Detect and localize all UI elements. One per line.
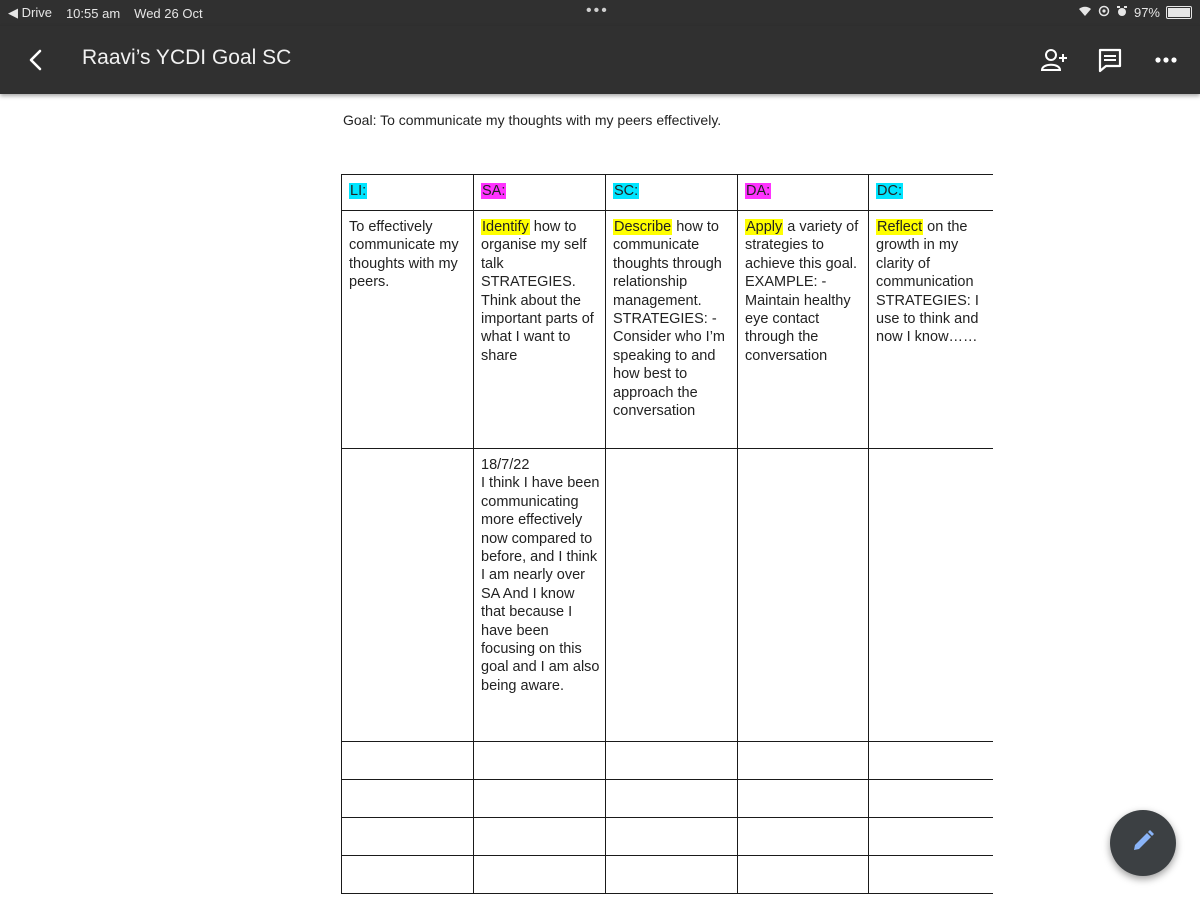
sa-key-word: Identify [482,219,529,235]
cell-empty[interactable] [738,818,869,856]
header-cell-sa[interactable] [474,175,606,211]
status-time: 10:55 am [65,5,121,21]
cell-empty[interactable] [738,856,869,894]
header-cell-li[interactable] [342,175,474,211]
table-row [342,856,993,894]
header-dc-label: DC: [877,183,902,199]
dc-text: on the growth in my clarity of communication STRATEGIES: I use to think and now I know…… [876,219,979,346]
battery-percent: 97% [1133,5,1160,20]
header-sc-label: SC: [614,183,639,199]
header-cell-da[interactable] [738,175,869,211]
table-row [342,818,993,856]
header-cell-dc[interactable] [869,175,993,211]
cell-empty[interactable] [474,856,606,894]
reflection-text: I think I have been communicating more effectively now compared to before, and I think I am nearly over SA And I know that because I have been focusing on this goal and I am also being aware. [481,475,600,694]
cell-empty[interactable] [474,818,606,856]
sc-key-word: Describe [614,219,672,235]
cell-da[interactable] [738,211,869,449]
header-da-label: DA: [746,183,771,199]
cell-sa-reflection[interactable] [474,449,606,742]
header-li-label: LI: [350,183,367,199]
add-person-icon[interactable] [1038,44,1070,76]
wifi-icon [1078,5,1092,20]
back-arrow-icon[interactable] [22,46,50,74]
table-row [342,449,993,742]
cell-empty[interactable] [474,742,606,780]
document-title: Raavi’s YCDI Goal SC [82,46,292,69]
app-bar [0,26,1200,94]
location-icon [1098,5,1110,20]
dc-key-word: Reflect [877,219,923,235]
sc-text: how to communicate thoughts through relationship management. STRATEGIES: -Consider who I’m speaking to and how best to approach the conversation [613,219,726,420]
pencil-edit-icon [1130,828,1156,859]
more-options-icon[interactable] [1150,44,1182,76]
goal-table [341,174,993,894]
table-row [342,742,993,780]
battery-icon [1166,6,1192,19]
cell-empty[interactable] [474,780,606,818]
cell-empty[interactable] [606,742,738,780]
status-bar [0,0,1200,26]
cell-empty[interactable] [606,818,738,856]
cell-empty[interactable] [342,742,474,780]
comment-icon[interactable] [1094,44,1126,76]
sa-text: how to organise my self talk STRATEGIES. Think about the important parts of what I want to share [481,219,594,364]
cell-empty[interactable] [869,856,993,894]
cell-empty[interactable] [606,780,738,818]
table-row [342,211,993,449]
cell-empty[interactable] [869,449,993,742]
cell-dc[interactable] [869,211,993,449]
cell-empty[interactable] [606,856,738,894]
cell-sc[interactable] [606,211,738,449]
table-row [342,780,993,818]
da-text: a variety of strategies to achieve this goal. EXAMPLE: -Maintain healthy eye contact through the conversation [745,219,859,364]
multitasking-dots[interactable]: ••• [586,2,609,19]
cell-empty[interactable] [869,818,993,856]
cell-empty[interactable] [869,780,993,818]
cell-empty[interactable] [869,742,993,780]
cell-empty[interactable] [738,742,869,780]
cell-empty[interactable] [342,856,474,894]
cell-empty[interactable] [342,780,474,818]
reflection-date: 18/7/22 [481,457,530,473]
header-sa-label: SA: [482,183,506,199]
cell-empty[interactable] [606,449,738,742]
cell-empty[interactable] [738,449,869,742]
header-cell-sc[interactable] [606,175,738,211]
edit-fab-button[interactable] [1110,810,1176,876]
cell-sa[interactable] [474,211,606,449]
cell-empty[interactable] [738,780,869,818]
status-date: Wed 26 Oct [134,5,203,21]
cell-empty[interactable] [342,449,474,742]
table-header-row [342,175,993,211]
da-key-word: Apply [746,219,783,235]
cell-li[interactable] [342,211,474,449]
alarm-icon [1116,5,1128,20]
cell-empty[interactable] [342,818,474,856]
goal-statement: Goal: To communicate my thoughts with my peers effectively. [343,112,722,128]
li-text: To effectively communicate my thoughts with my peers. [349,219,459,291]
back-to-drive-link[interactable]: ◀ Drive [8,5,52,20]
